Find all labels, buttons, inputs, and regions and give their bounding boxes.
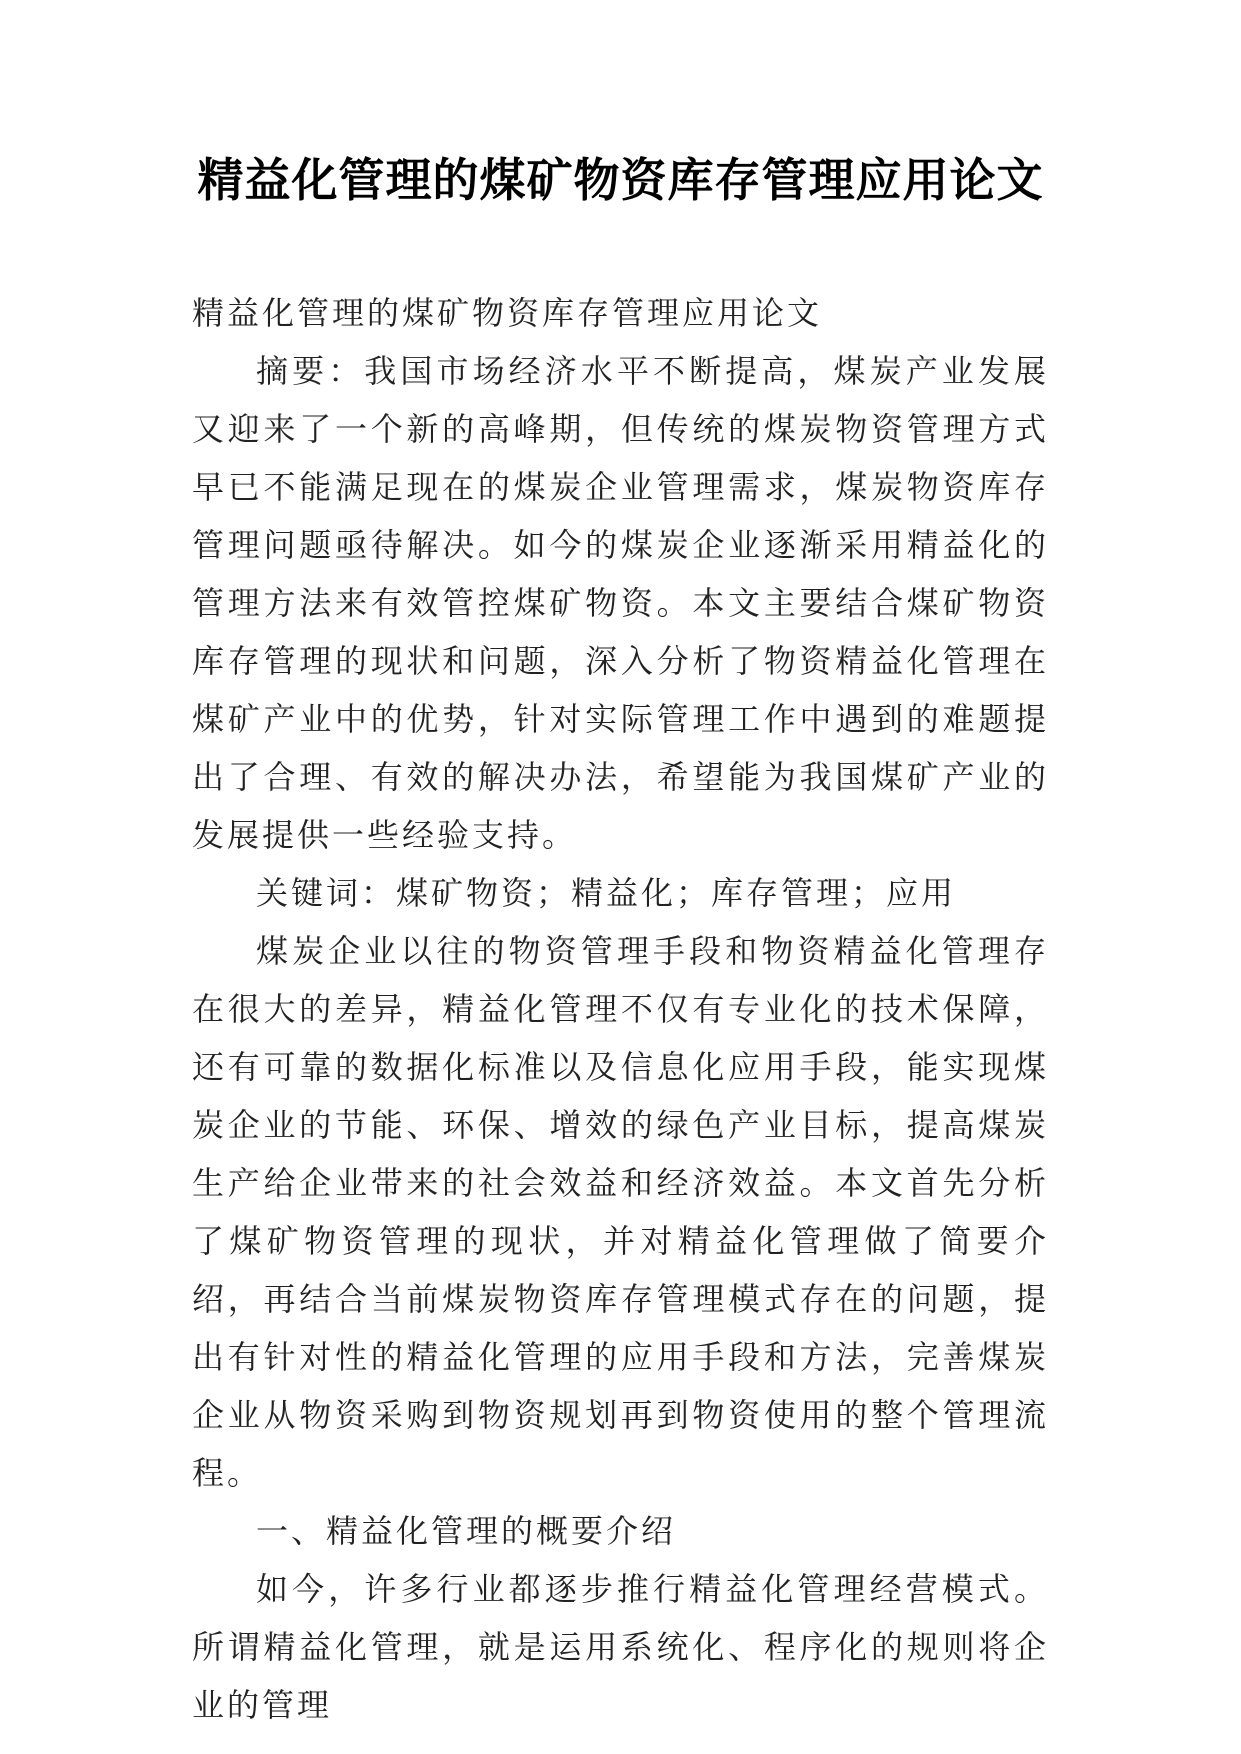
paragraph-abstract: 摘要：我国市场经济水平不断提高，煤炭产业发展又迎来了一个新的高峰期，但传统的煤炭物资管理方式早已不能满足现在的煤炭企业管理需求，煤炭物资库存管理问题亟待解决。如今的煤炭企业逐渐采用精益化的管理方法来有效管控煤矿物资。本文主要结合煤矿物资库存管理的现状和问题，深入分析了物资精益化管理在煤矿产业中的优势，针对实际管理工作中遇到的难题提出了合理、有效的解决办法，希望能为我国煤矿产业的发展提供一些经验支持。 [192,352,1049,854]
paragraph-keywords: 关键词：煤矿物资；精益化；库存管理；应用 [256,874,957,912]
section-heading-1: 一、精益化管理的概要介绍 [256,1512,677,1550]
document-body [192,284,1049,1734]
paragraph-introduction: 煤炭企业以往的物资管理手段和物资精益化管理存在很大的差异，精益化管理不仅有专业化的技术保障，还有可靠的数据化标准以及信息化应用手段，能实现煤炭企业的节能、环保、增效的绿色产业目标，提高煤炭生产给企业带来的社会效益和经济效益。本文首先分析了煤矿物资管理的现状，并对精益化管理做了简要介绍，再结合当前煤炭物资库存管理模式存在的问题，提出有针对性的精益化管理的应用手段和方法，完善煤炭企业从物资采购到物资规划再到物资使用的整个管理流程。 [192,932,1049,1492]
paragraph-section-1: 如今，许多行业都逐步推行精益化管理经营模式。所谓精益化管理，就是运用系统化、程序化的规则将企业的管理 [192,1570,1049,1724]
paragraph-subtitle: 精益化管理的煤矿物资库存管理应用论文 [192,294,823,332]
document-title: 精益化管理的煤矿物资库存管理应用论文 [197,153,1044,207]
